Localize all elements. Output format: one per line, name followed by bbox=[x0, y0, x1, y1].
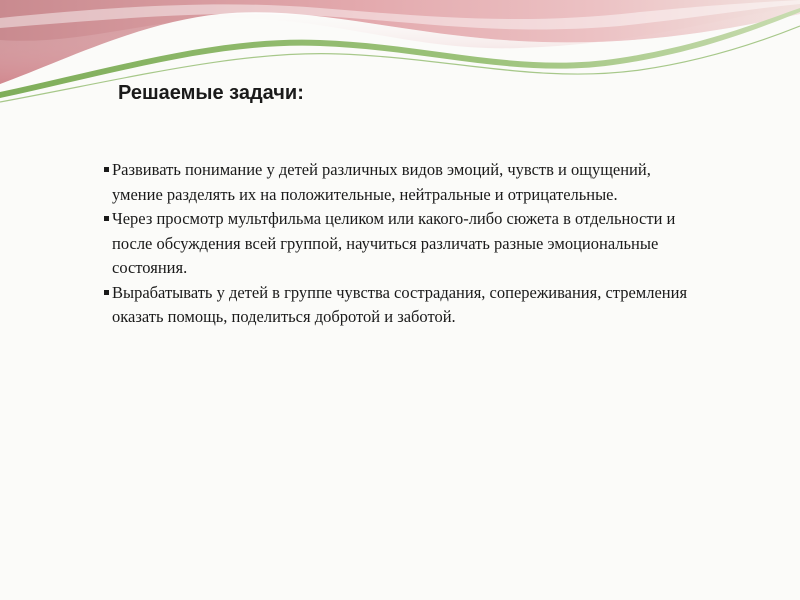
square-bullet-icon bbox=[104, 216, 109, 221]
task-bullet-list bbox=[102, 158, 702, 330]
bullet-item bbox=[102, 281, 702, 330]
bullet-item bbox=[102, 207, 702, 281]
slide-title: Решаемые задачи: bbox=[118, 82, 304, 104]
bullet-item bbox=[102, 158, 702, 207]
square-bullet-icon bbox=[104, 290, 109, 295]
bullet-text: Через просмотр мультфильма целиком или какого-либо сюжета в отдельности и после обсуждения всей группой, научиться различать разные эмоциональные состояния. bbox=[112, 209, 676, 277]
square-bullet-icon bbox=[104, 167, 109, 172]
bullet-text: Развивать понимание у детей различных видов эмоций, чувств и ощущений, умение разделять их на положительные, нейтральные и отрицательные. bbox=[112, 160, 651, 204]
bullet-text: Вырабатывать у детей в группе чувства сострадания, сопереживания, стремления оказать помощь, поделиться добротой и заботой. bbox=[112, 282, 688, 326]
